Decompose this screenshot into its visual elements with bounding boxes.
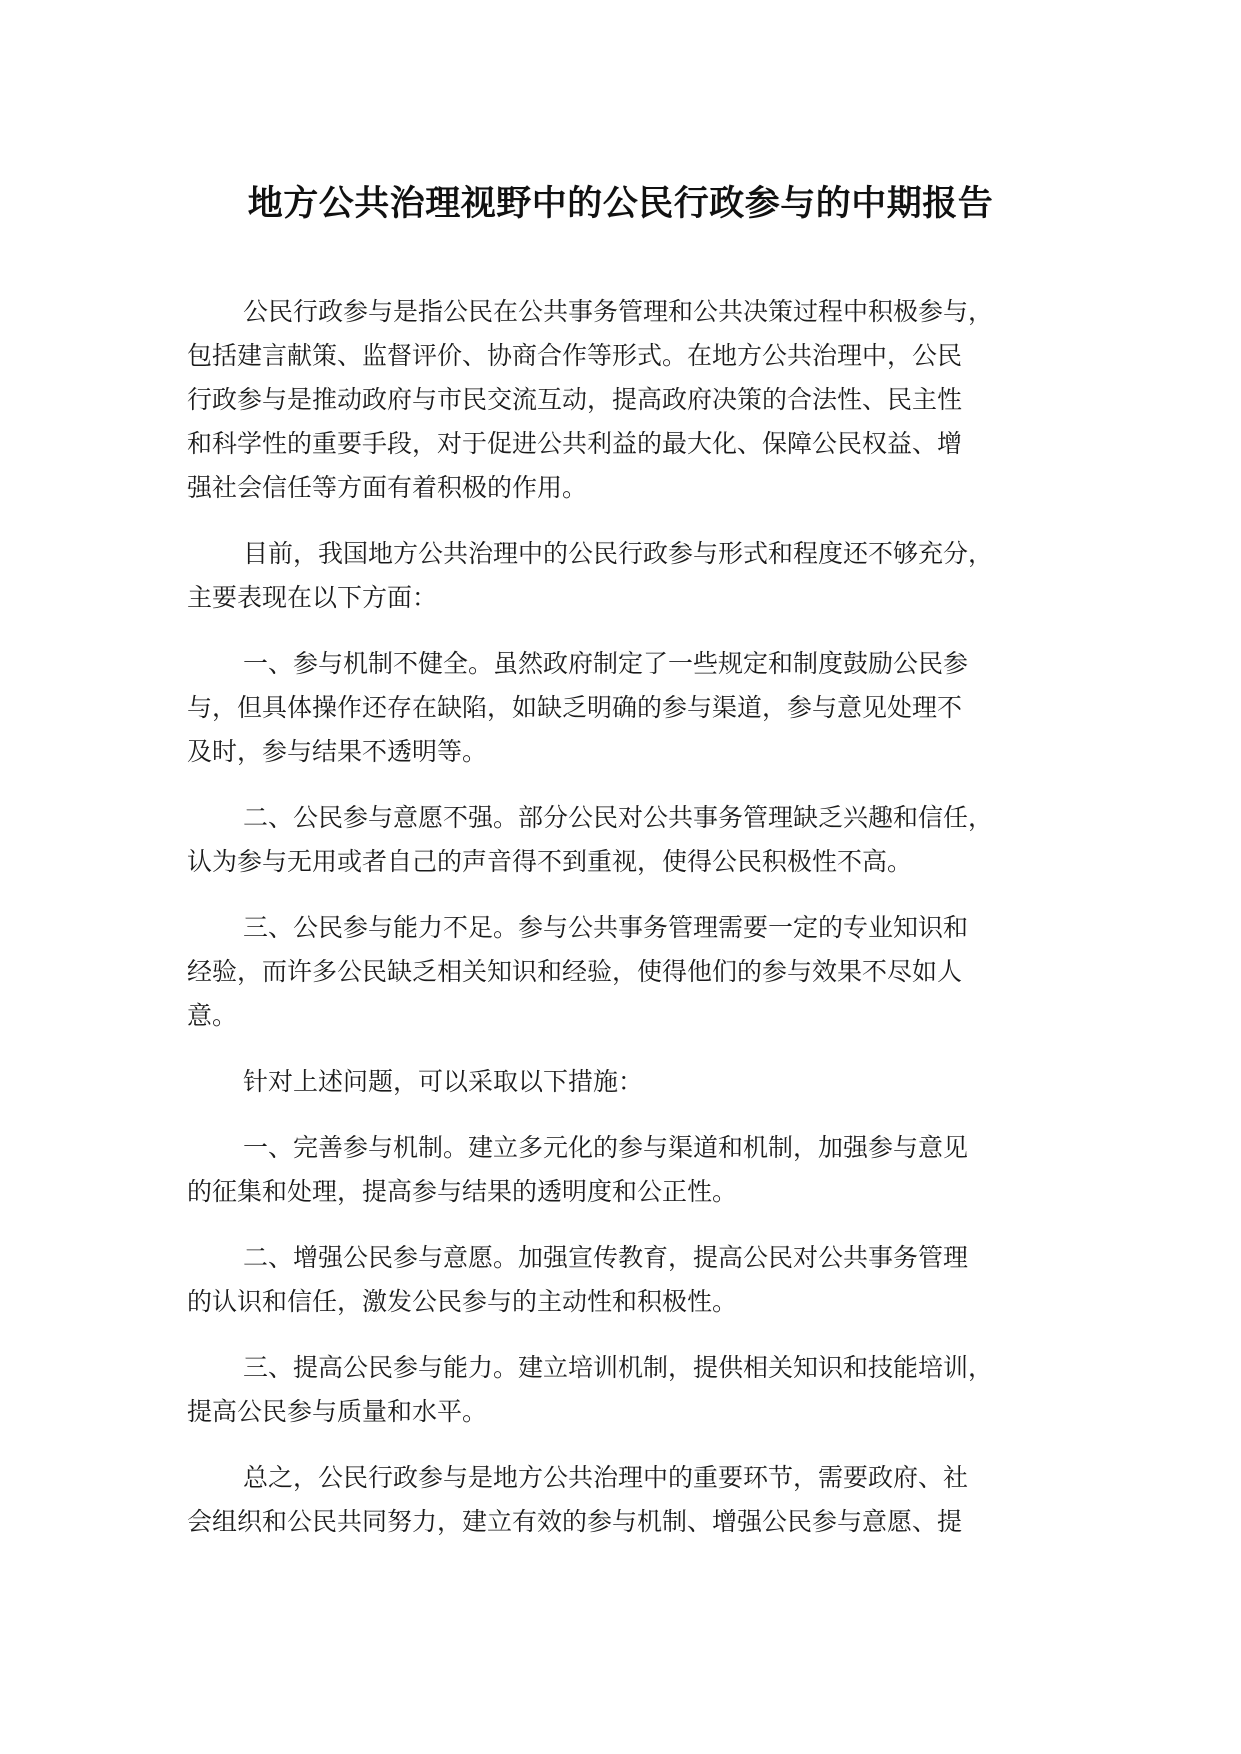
paragraph-line: 二、增强公民参与意愿。加强宣传教育，提高公民对公共事务管理 — [243, 1243, 969, 1272]
paragraph-line: 主要表现在以下方面： — [187, 583, 438, 612]
paragraph-line: 会组织和公民共同努力，建立有效的参与机制、增强公民参与意愿、提 — [187, 1507, 963, 1536]
paragraph-line: 二、公民参与意愿不强。部分公民对公共事务管理缺乏兴趣和信任， — [243, 803, 994, 832]
paragraph — [187, 1060, 1077, 1104]
paragraph — [187, 796, 1077, 884]
document-title: 地方公共治理视野中的公民行政参与的中期报告 — [247, 184, 994, 224]
paragraph — [187, 532, 1077, 620]
paragraph-line: 包括建言献策、监督评价、协商合作等形式。在地方公共治理中，公民 — [187, 341, 963, 370]
paragraph-line: 意。 — [187, 1001, 238, 1030]
paragraph — [187, 906, 1077, 1038]
paragraph-line: 经验，而许多公民缺乏相关知识和经验，使得他们的参与效果不尽如人 — [187, 957, 963, 986]
paragraph — [187, 1346, 1077, 1434]
paragraph — [187, 642, 1077, 774]
paragraph-line: 的认识和信任，激发公民参与的主动性和积极性。 — [187, 1287, 738, 1316]
paragraph — [187, 1126, 1077, 1214]
paragraph-line: 和科学性的重要手段，对于促进公共利益的最大化、保障公民权益、增 — [187, 429, 963, 458]
paragraph-line: 一、参与机制不健全。虽然政府制定了一些规定和制度鼓励公民参 — [243, 649, 969, 678]
paragraph-line: 三、公民参与能力不足。参与公共事务管理需要一定的专业知识和 — [243, 913, 969, 942]
paragraph-line: 认为参与无用或者自己的声音得不到重视，使得公民积极性不高。 — [187, 847, 913, 876]
paragraph-line: 强社会信任等方面有着积极的作用。 — [187, 473, 588, 502]
paragraph-line: 提高公民参与质量和水平。 — [187, 1397, 488, 1426]
paragraph-line: 目前，我国地方公共治理中的公民行政参与形式和程度还不够充分， — [243, 539, 994, 568]
paragraph — [187, 1236, 1077, 1324]
paragraph-line: 总之，公民行政参与是地方公共治理中的重要环节，需要政府、社 — [243, 1463, 969, 1492]
paragraph-line: 及时，参与结果不透明等。 — [187, 737, 488, 766]
document-body — [187, 290, 1077, 1566]
paragraph — [187, 1456, 1077, 1544]
paragraph-line: 一、完善参与机制。建立多元化的参与渠道和机制，加强参与意见 — [243, 1133, 969, 1162]
paragraph-line: 行政参与是推动政府与市民交流互动，提高政府决策的合法性、民主性 — [187, 385, 963, 414]
paragraph-line: 三、提高公民参与能力。建立培训机制，提供相关知识和技能培训， — [243, 1353, 994, 1382]
paragraph-line: 的征集和处理，提高参与结果的透明度和公正性。 — [187, 1177, 738, 1206]
paragraph-line: 公民行政参与是指公民在公共事务管理和公共决策过程中积极参与， — [243, 297, 994, 326]
paragraph-line: 与，但具体操作还存在缺陷，如缺乏明确的参与渠道，参与意见处理不 — [187, 693, 963, 722]
paragraph-line: 针对上述问题，可以采取以下措施： — [243, 1067, 644, 1096]
paragraph — [187, 290, 1077, 510]
